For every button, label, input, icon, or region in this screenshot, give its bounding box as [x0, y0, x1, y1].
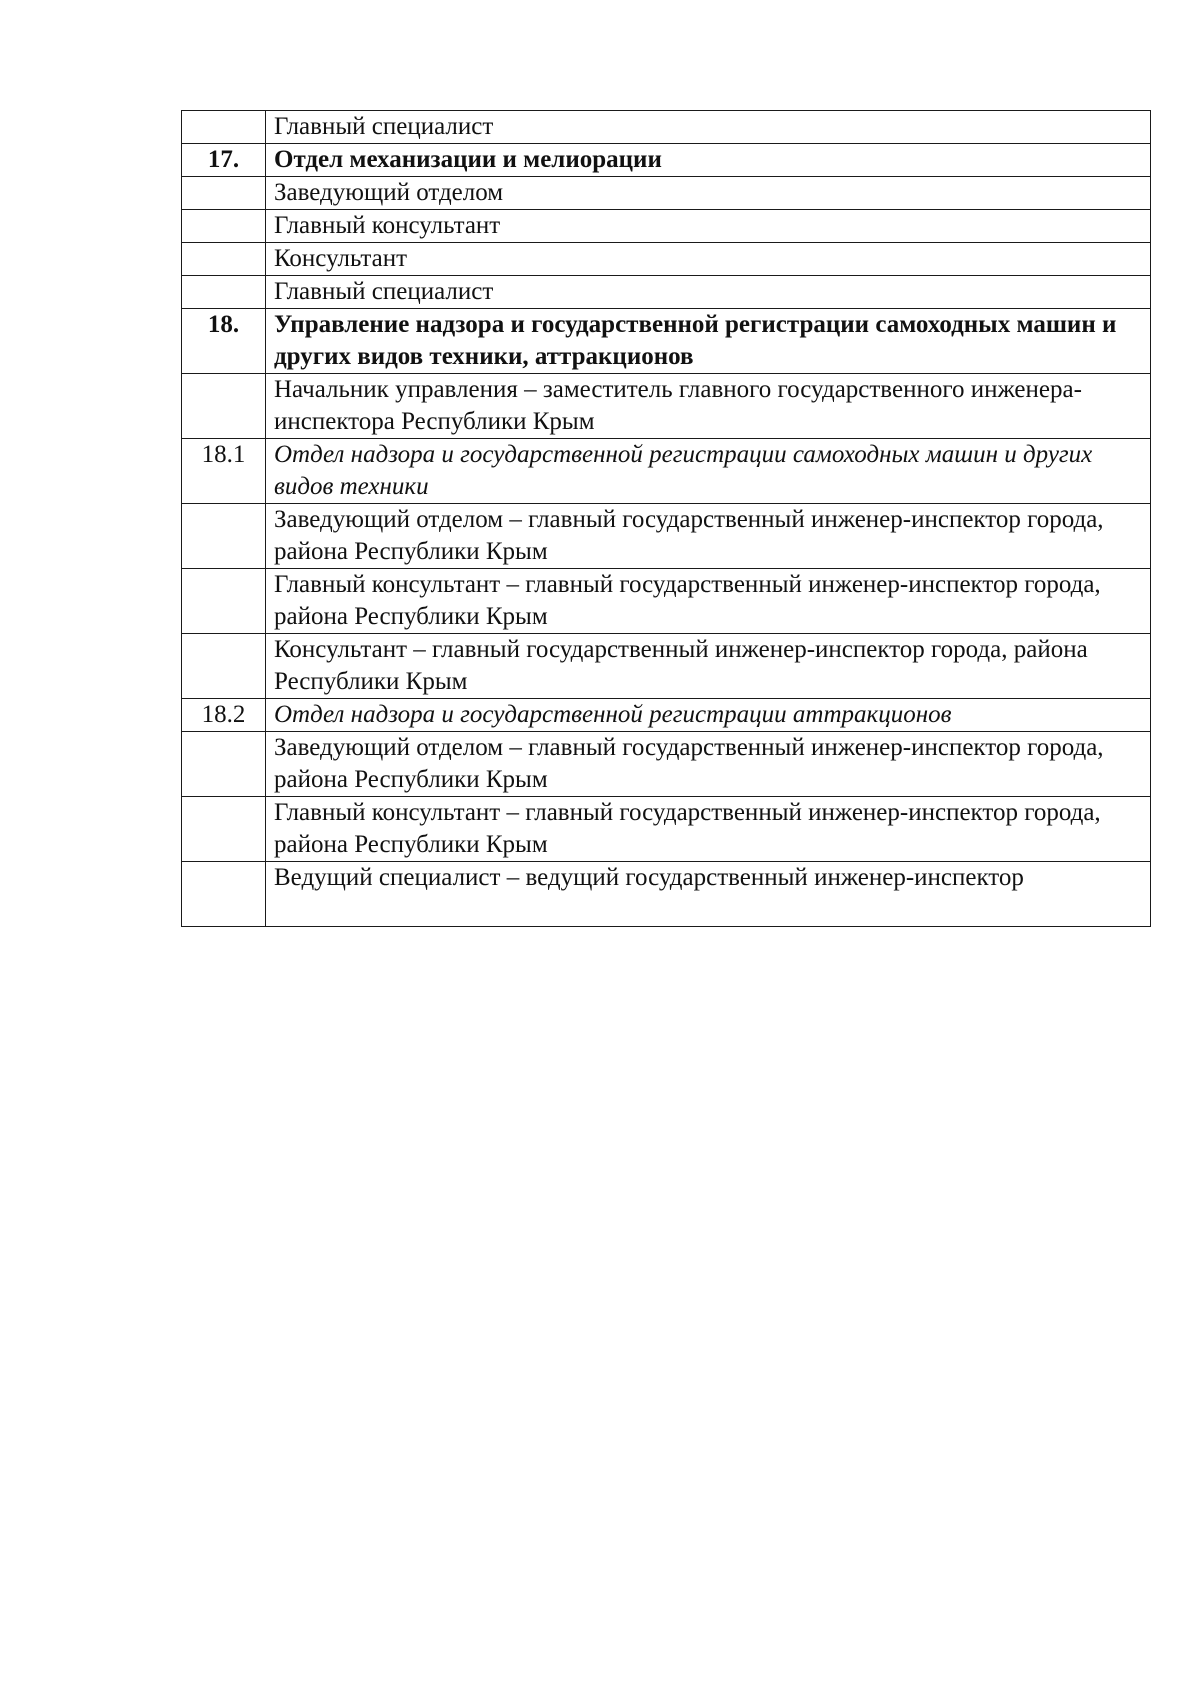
department-title-cell: Управление надзора и государственной регистрации самоходных машин и других видов техники, аттракционов [266, 309, 1151, 374]
row-number-cell [182, 862, 266, 927]
row-number-cell: 17. [182, 144, 266, 177]
position-title-cell: Главный специалист [266, 111, 1151, 144]
position-title-cell: Консультант – главный государственный инженер-инспектор города, района Республики Крым [266, 634, 1151, 699]
row-number-cell [182, 732, 266, 797]
position-row [182, 111, 1151, 144]
position-title-cell: Ведущий специалист – ведущий государственный инженер-инспектор [266, 862, 1151, 927]
position-row [182, 797, 1151, 862]
position-row [182, 862, 1151, 927]
row-number-cell [182, 797, 266, 862]
subsection-row [182, 699, 1151, 732]
position-title-cell: Главный специалист [266, 276, 1151, 309]
department-title-cell: Отдел надзора и государственной регистрации аттракционов [266, 699, 1151, 732]
position-row [182, 732, 1151, 797]
position-title-cell: Главный консультант – главный государственный инженер-инспектор города, района Республики Крым [266, 569, 1151, 634]
row-number-cell: 18. [182, 309, 266, 374]
row-number-cell [182, 111, 266, 144]
row-number-cell: 18.2 [182, 699, 266, 732]
department-title-cell: Отдел надзора и государственной регистрации самоходных машин и других видов техники [266, 439, 1151, 504]
position-row [182, 634, 1151, 699]
position-row [182, 210, 1151, 243]
row-number-cell [182, 504, 266, 569]
position-row [182, 276, 1151, 309]
section-row [182, 144, 1151, 177]
position-title-cell: Главный консультант [266, 210, 1151, 243]
subsection-row [182, 439, 1151, 504]
row-number-cell [182, 210, 266, 243]
position-title-cell: Заведующий отделом – главный государственный инженер-инспектор города, района Республики Крым [266, 732, 1151, 797]
position-row [182, 569, 1151, 634]
row-number-cell [182, 569, 266, 634]
position-title-cell: Консультант [266, 243, 1151, 276]
row-number-cell [182, 243, 266, 276]
position-row [182, 374, 1151, 439]
position-row [182, 243, 1151, 276]
position-title-cell: Начальник управления – заместитель главного государственного инженера-инспектора Республики Крым [266, 374, 1151, 439]
position-title-cell: Главный консультант – главный государственный инженер-инспектор города, района Республики Крым [266, 797, 1151, 862]
row-number-cell [182, 374, 266, 439]
position-row [182, 177, 1151, 210]
department-title-cell: Отдел механизации и мелиорации [266, 144, 1151, 177]
staff-positions-table [181, 110, 1151, 927]
section-row [182, 309, 1151, 374]
row-number-cell [182, 634, 266, 699]
position-title-cell: Заведующий отделом [266, 177, 1151, 210]
position-row [182, 504, 1151, 569]
row-number-cell: 18.1 [182, 439, 266, 504]
row-number-cell [182, 276, 266, 309]
position-title-cell: Заведующий отделом – главный государственный инженер-инспектор города, района Республики Крым [266, 504, 1151, 569]
table-body [182, 111, 1151, 927]
row-number-cell [182, 177, 266, 210]
